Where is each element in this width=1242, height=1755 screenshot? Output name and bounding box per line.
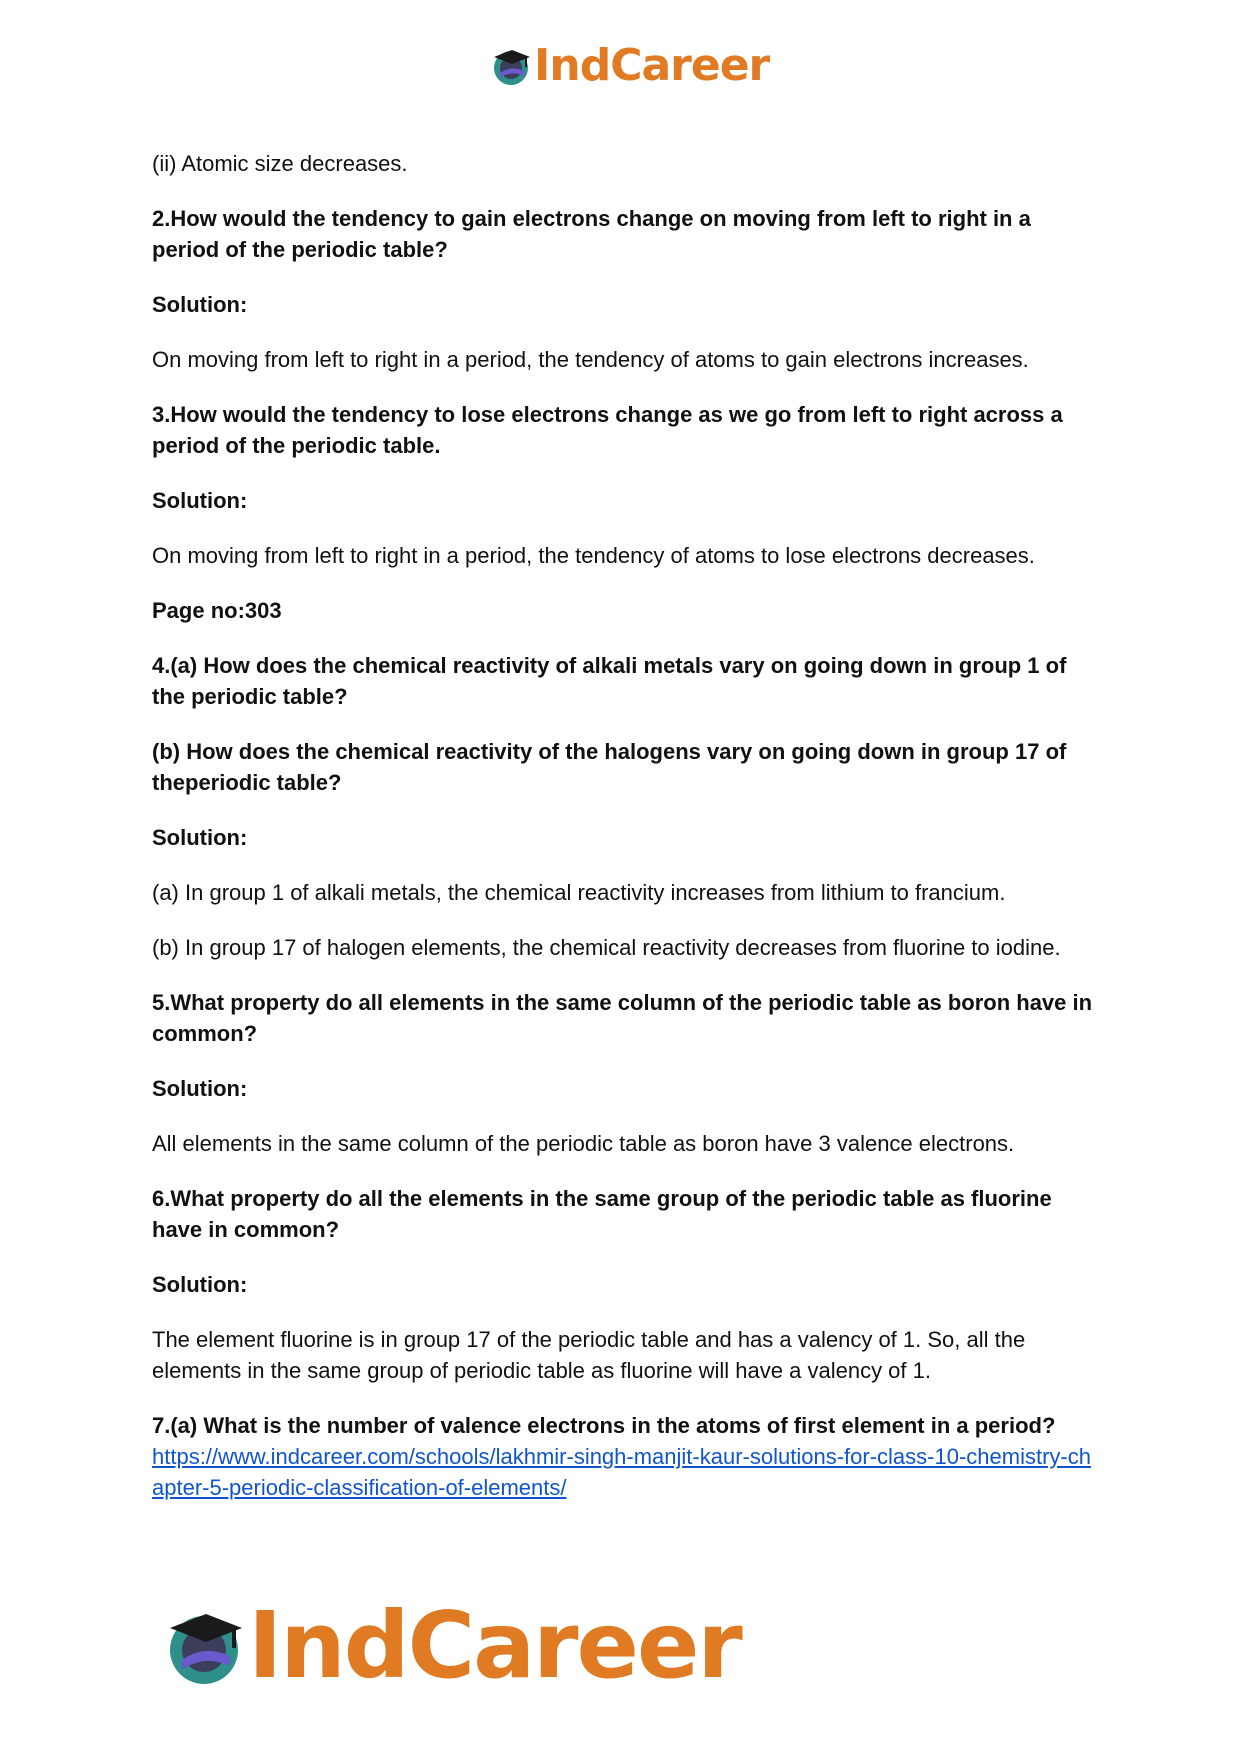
answer-text: On moving from left to right in a period, the tendency of atoms to gain electrons increases. (152, 347, 1029, 372)
answer-text: All elements in the same column of the periodic table as boron have 3 valence electrons. (152, 1131, 1015, 1156)
graduation-globe-icon (490, 45, 532, 87)
question-heading: 2.How would the tendency to gain electrons change on moving from left to right in a period of the periodic table? (152, 206, 1031, 262)
question-heading: Solution: (152, 488, 248, 513)
question-heading: Solution: (152, 1272, 248, 1297)
answer-text: On moving from left to right in a period, the tendency of atoms to lose electrons decreases. (152, 543, 1035, 568)
footer-logo-text: IndCareer (248, 1592, 741, 1699)
question-heading: 3.How would the tendency to lose electrons change as we go from left to right across a period of the periodic table. (152, 402, 1063, 458)
question-heading: Solution: (152, 825, 248, 850)
graduation-globe-icon (162, 1604, 246, 1688)
question-heading: 5.What property do all elements in the same column of the periodic table as boron have in common? (152, 990, 1093, 1046)
source-link[interactable]: https://www.indcareer.com/schools/lakhmir-singh-manjit-kaur-solutions-for-class-10-chemistry-chapter-5-periodic-classification-of-elements/ (152, 1444, 1091, 1500)
answer-text: (b) In group 17 of halogen elements, the chemical reactivity decreases from fluorine to iodine. (152, 935, 1061, 960)
question-heading: Page no:303 (152, 598, 282, 623)
question-heading: 6.What property do all the elements in the same group of the periodic table as fluorine have in common? (152, 1186, 1052, 1242)
question-heading: (b) How does the chemical reactivity of the halogens vary on going down in group 17 of theperiodic table? (152, 739, 1067, 795)
answer-text: (a) In group 1 of alkali metals, the chemical reactivity increases from lithium to francium. (152, 880, 1006, 905)
answer-text: The element fluorine is in group 17 of the periodic table and has a valency of 1. So, all the elements in the same group of periodic table as fluorine will have a valency of 1. (152, 1327, 1026, 1383)
header-logo-text: IndCareer (534, 40, 770, 91)
question-heading: 4.(a) How does the chemical reactivity of alkali metals vary on going down in group 1 of the periodic table? (152, 653, 1067, 709)
question-heading: Solution: (152, 1076, 248, 1101)
footer-logo (162, 1592, 741, 1699)
question-heading: Solution: (152, 292, 248, 317)
question-heading: 7.(a) What is the number of valence electrons in the atoms of first element in a period? (152, 1413, 1056, 1438)
document-body (152, 148, 1097, 1503)
answer-text: (ii) Atomic size decreases. (152, 151, 408, 176)
header-logo (490, 40, 769, 91)
